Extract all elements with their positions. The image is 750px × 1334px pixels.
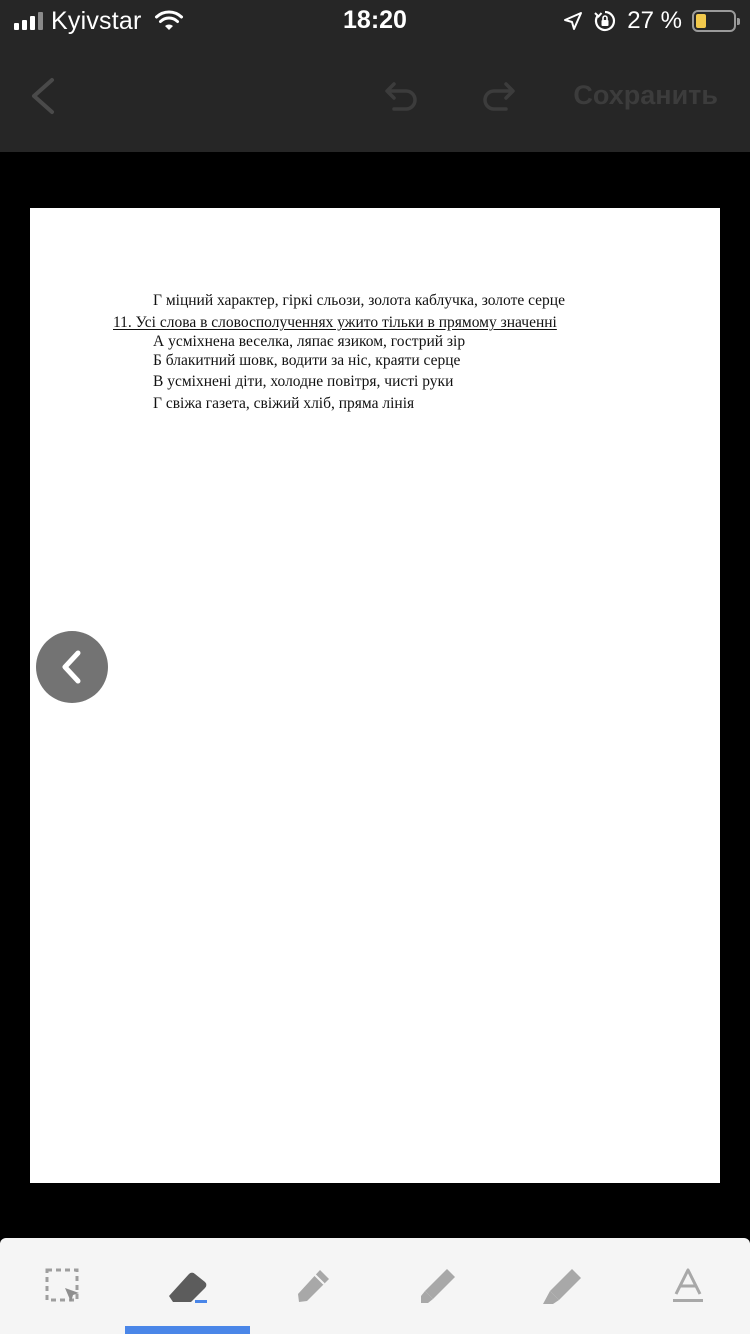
rotation-lock-icon [593,9,617,33]
battery-percent: 27 % [627,7,682,34]
battery-level [696,14,706,28]
status-bar [0,0,750,44]
active-tool-indicator [125,1326,250,1334]
doc-question: 11. Усі слова в словосполученнях ужито тільки в прямому значенні [113,314,557,331]
status-right [563,8,736,34]
doc-option-b: Б блакитний шовк, водити за ніс, краяти серце [153,352,461,369]
annotation-toolbar [0,1238,750,1334]
text-tool[interactable] [625,1238,750,1334]
marker-tool[interactable] [375,1238,500,1334]
selection-tool[interactable] [0,1238,125,1334]
pen-icon [293,1266,333,1306]
redo-icon[interactable] [478,78,518,114]
eraser-tool[interactable] [125,1238,250,1334]
save-button[interactable]: Сохранить [573,80,718,110]
marker-icon [418,1266,458,1306]
highlighter-tool[interactable] [500,1238,625,1334]
carrier-name: Kyivstar [51,6,142,35]
highlighter-icon [541,1266,585,1306]
eraser-icon [165,1266,211,1306]
back-chevron-icon[interactable] [22,74,66,118]
selection-icon [43,1266,83,1306]
doc-option-c: В усміхнені діти, холодне повітря, чисті руки [153,373,454,390]
undo-icon[interactable] [382,78,422,114]
doc-option-a: А усміхнена веселка, ляпає язиком, гострий зір [153,333,466,350]
document-page[interactable] [30,208,720,1183]
pen-tool[interactable] [250,1238,375,1334]
doc-line: Г міцний характер, гіркі сльози, золота каблучка, золоте серце [153,292,565,309]
doc-option-d: Г свіжа газета, свіжий хліб, пряма лінія [153,395,415,412]
text-icon [670,1266,706,1306]
battery-icon [692,10,736,32]
location-arrow-icon [563,11,583,31]
chevron-left-icon [57,649,87,685]
previous-page-button[interactable] [36,631,108,703]
top-toolbar [0,44,750,152]
battery-cap [737,18,740,25]
status-time: 18:20 [343,6,407,34]
